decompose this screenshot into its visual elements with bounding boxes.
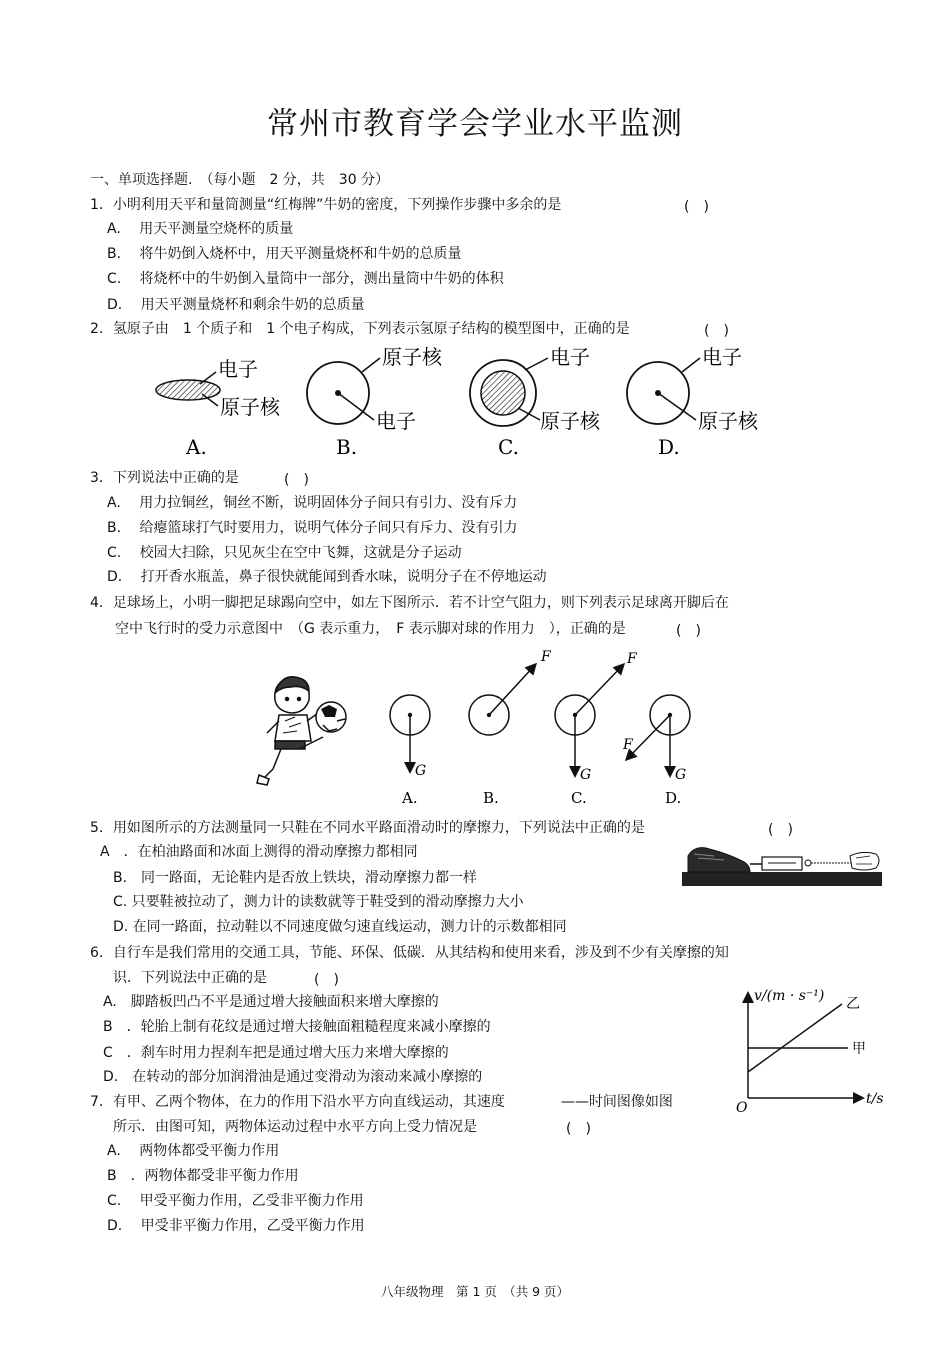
q4-letter-b: B. [483, 789, 499, 807]
q7-velocity-time-graph [730, 982, 890, 1114]
series-yi-label: 乙 [846, 996, 860, 1012]
q5-option-a: A ．在柏油路面和冰面上测得的滑动摩擦力都相同 [100, 844, 418, 860]
q4-d-g-label: G [675, 767, 687, 783]
q5-answer-paren: ( ) [768, 822, 793, 838]
q4-a-g-label: G [415, 763, 427, 779]
q4-c-g-label: G [580, 767, 592, 783]
q6-stem-line2: 识．下列说法中正确的是 [113, 970, 267, 986]
q5-option-c: C. 只要鞋被拉动了，测力计的读数就等于鞋受到的滑动摩擦力大小 [113, 894, 524, 910]
q3-option-a: A. 用力拉铜丝，铜丝不断，说明固体分子间只有引力、没有斥力 [107, 495, 518, 511]
q5-option-b: B. 同一路面，无论鞋内是否放上铁块，滑动摩擦力都一样 [113, 870, 478, 886]
page-footer: 八年级物理 第 1 页 （共 9 页） [380, 1284, 570, 1299]
q5-shoe-friction-figure [680, 842, 885, 890]
q4-letter-d: D. [665, 789, 682, 807]
graph-x-label: t/s [866, 1091, 884, 1107]
q2-atom-models-figure [140, 340, 780, 465]
q4-d-f-label: F [623, 737, 633, 753]
q3-answer-paren: ( ) [284, 472, 309, 488]
shoe-illustration [688, 848, 750, 872]
q2-model-c [470, 345, 601, 459]
q1-option-b: B. 将牛奶倒入烧杯中，用天平测量烧杯和牛奶的总质量 [107, 246, 462, 262]
q2-c-electron-label: 电子 [550, 345, 590, 369]
q2-a-nucleus-label: 原子核 [220, 395, 280, 419]
q1-answer-paren: ( ) [684, 199, 709, 215]
hand-illustration [850, 852, 879, 870]
q7-option-d: D. 甲受非平衡力作用，乙受平衡力作用 [107, 1218, 365, 1234]
q2-b-nucleus-label: 原子核 [382, 345, 442, 369]
q7-stem-line1: 7．有甲、乙两个物体，在力的作用下沿水平方向直线运动，其速度 ——时间图像如图 [90, 1094, 673, 1110]
page-title: 常州市教育学会学业水平监测 [267, 106, 683, 142]
q6-option-d: D. 在转动的部分加润滑油是通过变滑动为滚动来减小摩擦的 [103, 1069, 483, 1085]
q2-a-electron-label: 电子 [218, 357, 258, 381]
q6-stem-line1: 6．自行车是我们常用的交通工具，节能、环保、低碳．从其结构和使用来看，涉及到不少有关摩擦的知 [90, 945, 729, 961]
q6-answer-paren: ( ) [314, 972, 339, 988]
q4-b-f-label: F [541, 649, 551, 665]
q4-letter-c: C. [571, 789, 587, 807]
q6-option-c: C ．刹车时用力捏刹车把是通过增大压力来增大摩擦的 [103, 1045, 449, 1061]
q7-option-a: A. 两物体都受平衡力作用 [107, 1143, 280, 1159]
soccer-ball [316, 702, 346, 732]
q1-option-d: D. 用天平测量烧杯和剩余牛奶的总质量 [107, 297, 365, 313]
boy-kicking-ball-illustration [257, 677, 323, 785]
q1-option-c: C. 将烧杯中的牛奶倒入量筒中一部分，测出量筒中牛奶的体积 [107, 271, 504, 287]
q4-force-diagram-figure [245, 645, 705, 815]
series-yi-line [748, 1004, 842, 1072]
q2-stem: 2．氢原子由 1 个质子和 1 个电子构成，下列表示氢原子结构的模型图中，正确的是 [90, 321, 630, 337]
q4-c-f-label: F [627, 651, 637, 667]
q2-d-nucleus-label: 原子核 [698, 409, 758, 433]
q2-letter-d: D. [658, 435, 680, 459]
spring-scale [762, 857, 811, 870]
q2-d-electron-label: 电子 [702, 345, 742, 369]
q5-stem: 5．用如图所示的方法测量同一只鞋在不同水平路面滑动时的摩擦力，下列说法中正确的是 [90, 820, 645, 836]
q7-option-b: B ．两物体都受非平衡力作用 [107, 1168, 299, 1184]
q4-letter-a: A. [402, 789, 418, 807]
q7-answer-paren: ( ) [566, 1121, 591, 1137]
q3-option-d: D. 打开香水瓶盖，鼻子很快就能闻到香水味，说明分子在不停地运动 [107, 569, 547, 585]
q6-option-b: B ．轮胎上制有花纹是通过增大接触面粗糙程度来减小摩擦的 [103, 1019, 491, 1035]
q5-option-d: D. 在同一路面，拉动鞋以不同速度做匀速直线运动，测力计的示数都相同 [113, 919, 567, 935]
q3-stem: 3．下列说法中正确的是 [90, 470, 239, 486]
q4-diagram-a [390, 695, 430, 807]
q4-stem-line2: 空中飞行时的受力示意图中 （G 表示重力， F 表示脚对球的作用力 ），正确的是 [115, 621, 626, 637]
q1-stem: 1．小明利用天平和量筒测量“红梅牌”牛奶的密度，下列操作步骤中多余的是 [90, 197, 562, 213]
graph-origin-label: O [736, 1100, 748, 1114]
graph-y-label: v/(m · s⁻¹) [754, 988, 825, 1004]
q4-diagram-d [622, 695, 690, 807]
q4-stem-line1: 4．足球场上，小明一脚把足球踢向空中，如左下图所示．若不计空气阻力，则下列表示足球离开脚后在 [90, 595, 729, 611]
q2-answer-paren: ( ) [704, 323, 729, 339]
q2-b-electron-label: 电子 [376, 409, 416, 433]
q7-option-c: C. 甲受平衡力作用，乙受非平衡力作用 [107, 1193, 364, 1209]
q2-model-a [156, 357, 281, 459]
q6-option-a: A. 脚踏板凹凸不平是通过增大接触面积来增大摩擦的 [103, 994, 439, 1010]
section-heading: 一、单项选择题. （每小题 2 分，共 30 分） [90, 172, 390, 188]
q4-diagram-c [555, 651, 638, 807]
q4-answer-paren: ( ) [676, 623, 701, 639]
q3-option-c: C. 校园大扫除，只见灰尘在空中飞舞，这就是分子运动 [107, 545, 462, 561]
series-jia-label: 甲 [852, 1041, 866, 1057]
q3-option-b: B. 给瘪篮球打气时要用力，说明气体分子间只有斥力、没有引力 [107, 520, 518, 536]
q2-letter-b: B. [336, 435, 358, 459]
q2-model-d [627, 345, 759, 459]
q2-c-nucleus-label: 原子核 [540, 409, 600, 433]
q4-diagram-b [469, 649, 552, 807]
q1-option-a: A. 用天平测量空烧杯的质量 [107, 221, 294, 237]
q2-letter-c: C. [498, 435, 519, 459]
q7-stem-line2: 所示．由图可知，两物体运动过程中水平方向上受力情况是 [113, 1119, 477, 1135]
q2-letter-a: A. [186, 435, 207, 459]
q2-model-b [307, 345, 443, 459]
